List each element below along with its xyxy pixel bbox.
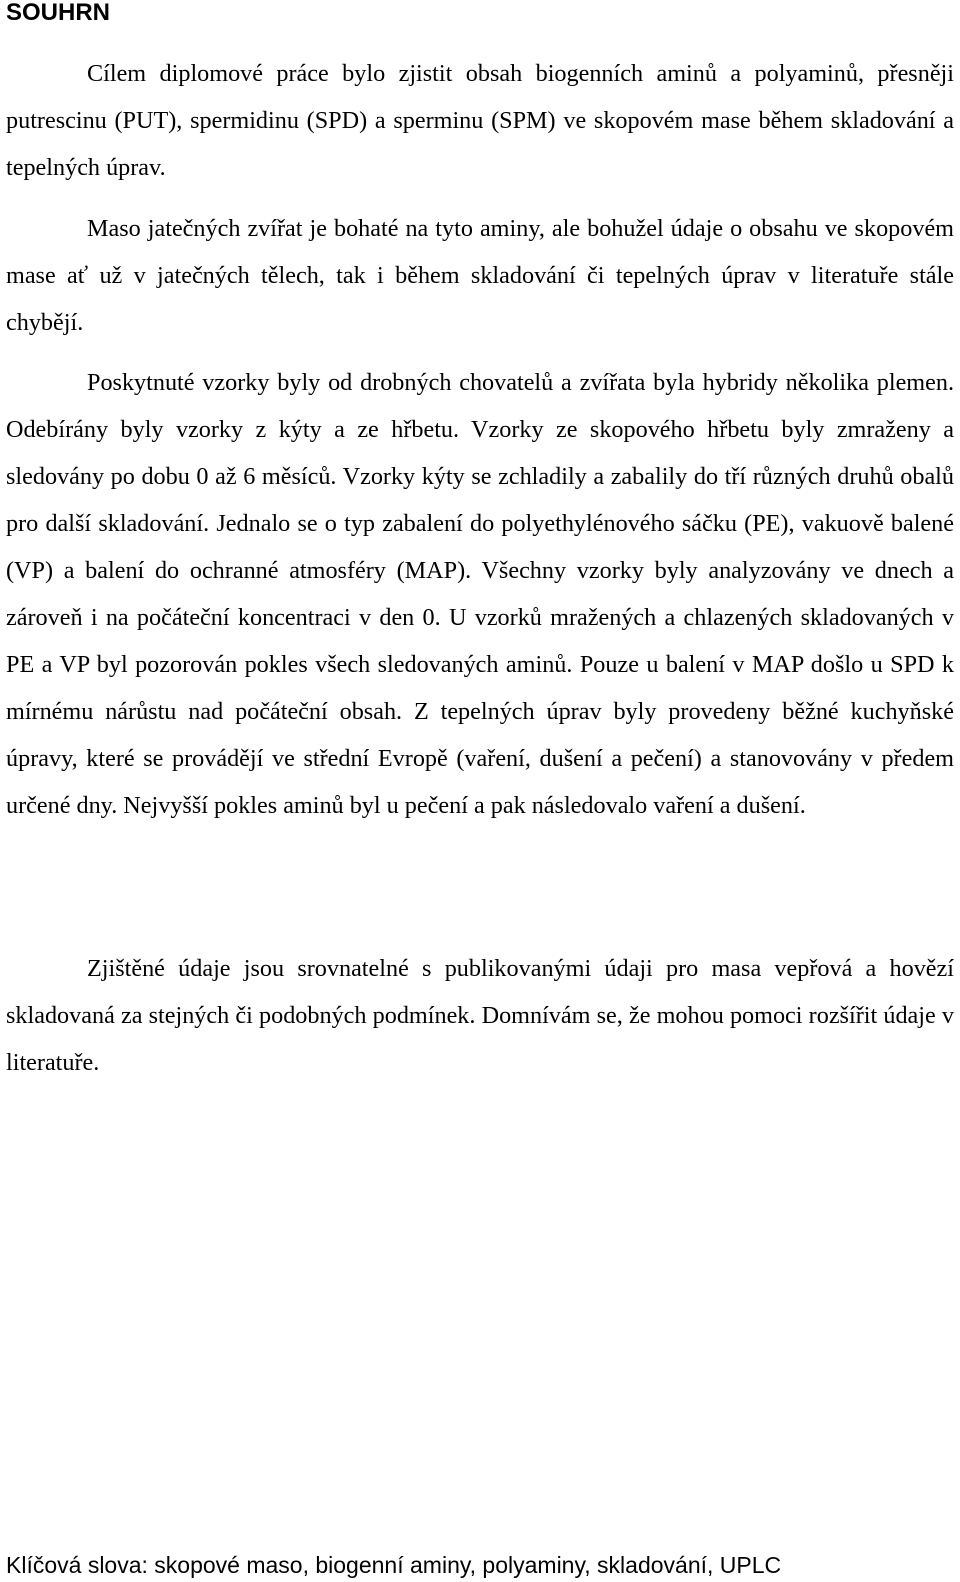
keywords-line: Klíčová slova: skopové maso, biogenní aminy, polyaminy, skladování, UPLC [6, 1552, 782, 1578]
paragraph-aim: Cílem diplomové práce bylo zjistit obsah biogenních aminů a polyaminů, přesněji putrescinu (PUT), spermidinu (SPD) a sperminu (SPM) ve skopovém mase během skladování a tepelných úprav. [6, 60, 954, 181]
paragraph-conclusion: Zjištěné údaje jsou srovnatelné s publikovanými údaji pro masa vepřová a hovězí skladovaná za stejných či podobných podmínek. Domnívám se, že mohou pomoci rozšířit údaje v literatuře. [6, 955, 954, 1076]
paragraph-methods-results: Poskytnuté vzorky byly od drobných chovatelů a zvířata byla hybridy několika plemen. Odebírány byly vzorky z kýty a ze hřbetu. Vzorky ze skopového hřbetu byly zmraženy a sledovány po dobu 0 až 6 měsíců. Vzorky kýty se zchladily a zabalily do tří různých druhů obalů pro další skladování. Jednalo se o typ zabalení do polyethylénového sáčku (PE), vakuově balené (VP) a balení do ochranné atmosféry (MAP). Všechny vzorky byly analyzovány ve dnech a zároveň i na počáteční koncentraci v den 0. U vzorků mražených a chlazených skladovaných v PE a VP byl pozorován pokles všech sledovaných aminů. Pouze u balení v MAP došlo u SPD k mírnému nárůstu nad počáteční obsah. Z tepelných úprav byly provedeny běžné kuchyňské úpravy, které se provádějí ve střední Evropě (vaření, dušení a pečení) a stanovovány v předem určené dny. Nejvyšší pokles aminů byl u pečení a pak následovalo vaření a dušení. [6, 369, 954, 819]
paragraph-background: Maso jatečných zvířat je bohaté na tyto aminy, ale bohužel údaje o obsahu ve skopovém mase ať už v jatečných tělech, tak i během skladování či tepelných úprav v literatuře stále chybějí. [6, 215, 954, 336]
page-title: SOUHRN [6, 0, 111, 26]
